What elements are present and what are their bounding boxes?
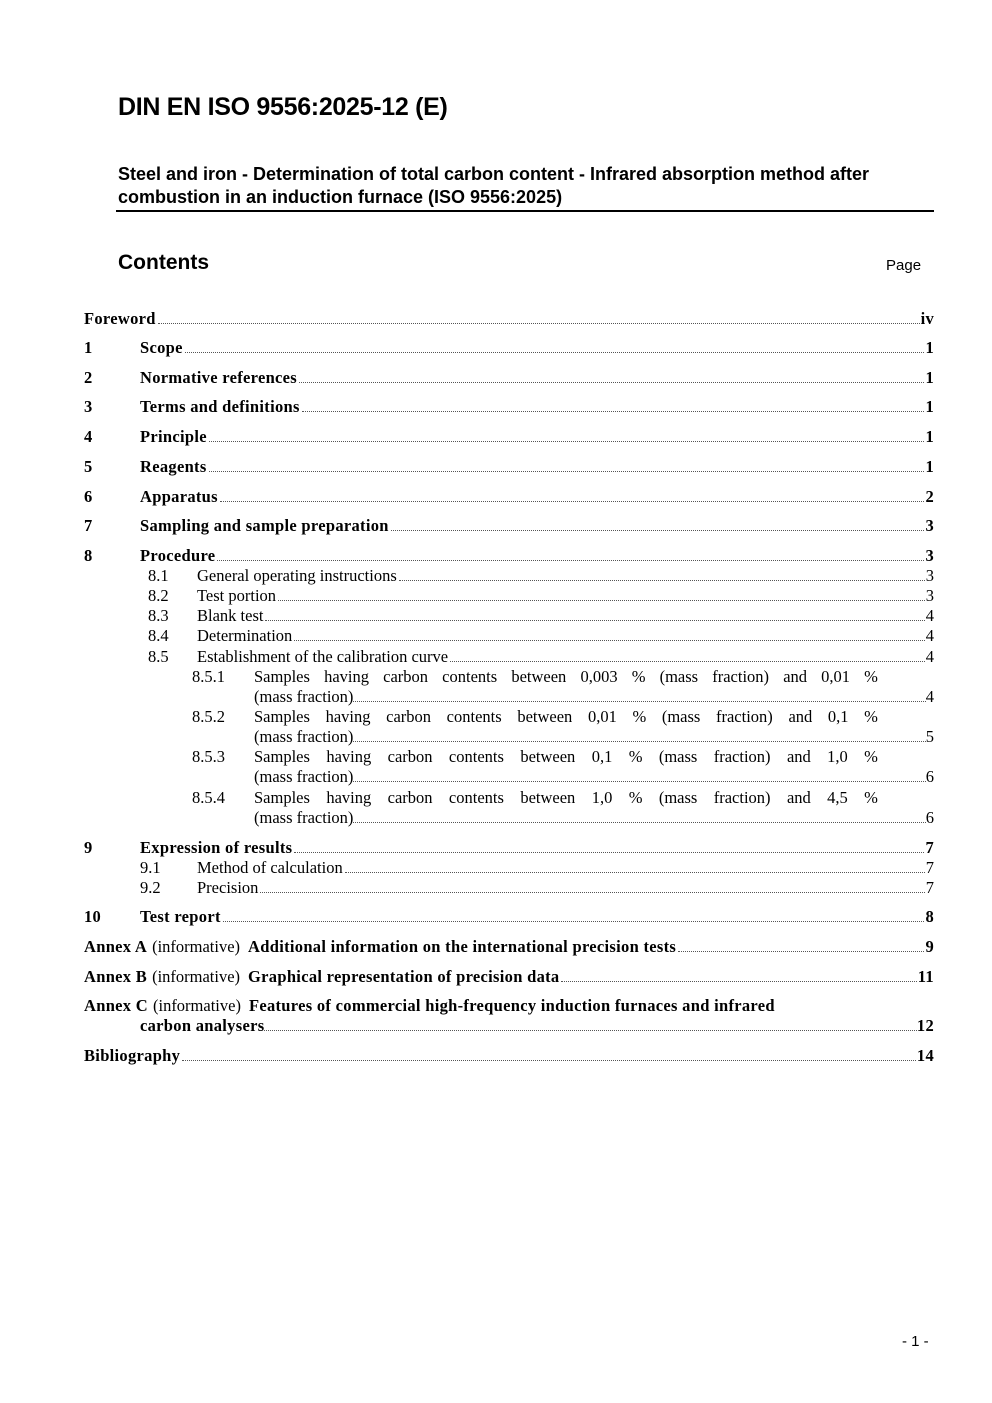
toc-title-cont: (mass fraction) xyxy=(254,808,354,827)
toc-title: Foreword xyxy=(84,309,156,328)
toc-number: 7 xyxy=(84,516,93,535)
word: % xyxy=(864,707,878,726)
word: Samples xyxy=(254,667,310,686)
toc-number: 8.1 xyxy=(148,566,169,585)
toc-page: 12 xyxy=(916,1016,934,1035)
toc-entry-calibration-curve[interactable] xyxy=(84,647,934,667)
word: between xyxy=(520,788,576,807)
annex-label: Annex B xyxy=(84,967,148,986)
dot-leader xyxy=(353,687,925,702)
toc-title: Test report xyxy=(140,907,221,926)
dot-leader xyxy=(345,858,925,873)
word: contents xyxy=(448,747,504,766)
word: having xyxy=(325,707,371,726)
toc-page: 11 xyxy=(917,967,934,986)
toc-entry-test-report[interactable] xyxy=(84,907,934,927)
toc-page: 3 xyxy=(925,566,934,585)
dot-leader xyxy=(209,427,925,442)
toc-title-line xyxy=(84,996,775,1016)
word: % xyxy=(631,667,646,686)
dot-leader xyxy=(561,967,916,982)
word: 0,01 xyxy=(587,707,617,726)
word: 0,01 xyxy=(821,667,851,686)
toc-page: 4 xyxy=(925,647,934,666)
word: 1,0 xyxy=(827,747,848,766)
toc-title: Blank test xyxy=(197,606,264,625)
toc-title: Expression of results xyxy=(140,838,293,857)
word: % xyxy=(864,667,878,686)
toc-page: 1 xyxy=(925,368,934,387)
word: carbon xyxy=(387,747,433,766)
toc-title: Scope xyxy=(140,338,183,357)
toc-title: Additional information on the international precision tests xyxy=(248,937,677,956)
toc-number: 1 xyxy=(84,338,93,357)
toc-title: Establishment of the calibration curve xyxy=(197,647,449,666)
page-column-label: Page xyxy=(886,257,922,274)
word: Samples xyxy=(254,747,310,766)
dot-leader xyxy=(399,566,925,581)
toc-title: Graphical representation of precision data xyxy=(248,967,560,986)
toc-entry-apparatus[interactable] xyxy=(84,487,934,507)
dot-leader xyxy=(678,937,924,952)
toc-title-continuation xyxy=(140,1016,934,1036)
word: contents xyxy=(446,707,502,726)
toc-number: 8.4 xyxy=(148,626,169,645)
toc-page: 1 xyxy=(925,427,934,446)
toc-entry-method-of-calculation[interactable] xyxy=(84,858,934,878)
word: contents xyxy=(448,788,504,807)
word: (mass xyxy=(661,707,701,726)
toc-entry-principle[interactable] xyxy=(84,427,934,447)
toc-title: Reagents xyxy=(140,457,207,476)
toc-title: Features of commercial high-frequency induction furnaces and infrared xyxy=(248,996,775,1015)
toc-title: Test portion xyxy=(197,586,277,605)
title-rule xyxy=(116,210,934,212)
toc-title-cont: (mass fraction) xyxy=(254,687,354,706)
toc-page: 3 xyxy=(925,546,934,565)
toc-page: 3 xyxy=(925,586,934,605)
dot-leader xyxy=(158,309,920,324)
word: between xyxy=(511,667,567,686)
toc-number: 4 xyxy=(84,427,93,446)
word: 0,003 xyxy=(580,667,618,686)
dot-leader xyxy=(220,487,925,502)
toc-entry-expression-of-results[interactable] xyxy=(84,838,934,858)
word: % xyxy=(628,788,643,807)
toc-page: 2 xyxy=(925,487,934,506)
word: % xyxy=(628,747,643,766)
toc-title: Precision xyxy=(197,878,259,897)
toc-title: General operating instructions xyxy=(197,566,397,585)
toc-number: 8.2 xyxy=(148,586,169,605)
toc-number: 8.3 xyxy=(148,606,169,625)
toc-number: 9.1 xyxy=(140,858,161,877)
annex-qualifier: (informative) xyxy=(152,937,241,956)
toc-number: 8.5 xyxy=(148,647,169,666)
toc-title: Sampling and sample preparation xyxy=(140,516,389,535)
standard-id: DIN EN ISO 9556:2025-12 (E) xyxy=(118,93,448,121)
dot-leader xyxy=(265,606,924,621)
word: % xyxy=(864,788,878,807)
toc-entry-normative-references[interactable] xyxy=(84,368,934,388)
dot-leader xyxy=(264,1016,916,1031)
word: % xyxy=(632,707,647,726)
dot-leader xyxy=(353,727,925,742)
dot-leader xyxy=(299,368,924,383)
toc-number: 9 xyxy=(84,838,93,857)
dot-leader xyxy=(450,647,925,662)
toc-page: 1 xyxy=(925,457,934,476)
word: and xyxy=(783,667,808,686)
toc-title: Principle xyxy=(140,427,207,446)
toc-page: 1 xyxy=(925,338,934,357)
toc-entry-annex-b[interactable] xyxy=(84,967,934,987)
toc-title: Apparatus xyxy=(140,487,218,506)
toc-title: Method of calculation xyxy=(197,858,343,877)
toc-entry-foreword[interactable] xyxy=(84,309,934,329)
toc-title-cont: carbon analysers xyxy=(140,1016,265,1035)
toc-entry-terms-definitions[interactable] xyxy=(84,397,934,417)
word: and xyxy=(786,788,811,807)
toc-page: 7 xyxy=(925,858,934,877)
toc-entry-bibliography[interactable] xyxy=(84,1046,934,1066)
word: having xyxy=(326,747,372,766)
toc-number: 8.5.3 xyxy=(192,747,225,766)
dot-leader xyxy=(223,907,925,922)
toc-page: iv xyxy=(920,309,934,328)
toc-entry-test-portion[interactable] xyxy=(84,586,934,606)
toc-number: 8.5.2 xyxy=(192,707,225,726)
word: having xyxy=(326,788,372,807)
toc-page: 5 xyxy=(925,727,934,746)
toc-number: 10 xyxy=(84,907,102,926)
toc-title-cont: (mass fraction) xyxy=(254,767,354,786)
word: (mass xyxy=(659,667,699,686)
word: Samples xyxy=(254,788,310,807)
word: % xyxy=(864,747,878,766)
toc-page: 4 xyxy=(925,687,934,706)
toc-entry-general-operating[interactable] xyxy=(84,566,934,586)
toc-entry-procedure[interactable] xyxy=(84,546,934,566)
toc-title: Bibliography xyxy=(84,1046,181,1065)
toc-title: Procedure xyxy=(140,546,216,565)
word: Samples xyxy=(254,707,310,726)
toc-number: 3 xyxy=(84,397,93,416)
dot-leader xyxy=(182,1046,916,1061)
toc-title-continuation xyxy=(254,727,934,747)
toc-page: 7 xyxy=(925,878,934,897)
toc-entry-blank-test[interactable] xyxy=(84,606,934,626)
page-number: - 1 - xyxy=(902,1333,929,1350)
word: 0,1 xyxy=(827,707,849,726)
toc-title-continuation xyxy=(254,687,934,707)
toc-title: Normative references xyxy=(140,368,298,387)
word: carbon xyxy=(383,667,429,686)
annex-label: Annex A xyxy=(84,937,148,956)
toc-page: 4 xyxy=(925,626,934,645)
word: carbon xyxy=(387,788,433,807)
toc-number: 6 xyxy=(84,487,93,506)
word: fraction) xyxy=(712,667,770,686)
dot-leader xyxy=(353,808,925,823)
toc-entry-reagents[interactable] xyxy=(84,457,934,477)
word: and xyxy=(786,747,811,766)
dot-leader xyxy=(217,546,924,561)
toc-title-continuation xyxy=(254,767,934,787)
dot-leader xyxy=(209,457,925,472)
toc-number: 8 xyxy=(84,546,93,565)
toc-title-line xyxy=(254,788,878,808)
annex-label: Annex C xyxy=(84,996,148,1015)
word: and xyxy=(788,707,813,726)
toc-entry-precision[interactable] xyxy=(84,878,934,898)
dot-leader xyxy=(391,516,925,531)
annex-qualifier: (informative) xyxy=(152,967,241,986)
toc-page: 8 xyxy=(925,907,934,926)
toc-page: 6 xyxy=(925,808,934,827)
word: 0,1 xyxy=(591,747,613,766)
word: fraction) xyxy=(715,707,773,726)
toc-page: 7 xyxy=(925,838,934,857)
dot-leader xyxy=(353,767,925,782)
word: between xyxy=(517,707,573,726)
toc-title-line xyxy=(254,747,878,767)
toc-title-continuation xyxy=(254,808,934,828)
toc-number: 9.2 xyxy=(140,878,161,897)
word: fraction) xyxy=(713,788,771,807)
word: having xyxy=(324,667,369,686)
toc-page: 6 xyxy=(925,767,934,786)
word: 1,0 xyxy=(591,788,613,807)
word: between xyxy=(520,747,576,766)
word: (mass xyxy=(658,747,698,766)
toc-page: 14 xyxy=(916,1046,934,1065)
dot-leader xyxy=(260,878,924,893)
toc-number: 8.5.4 xyxy=(192,788,225,807)
toc-entry-determination[interactable] xyxy=(84,626,934,646)
toc-title: Determination xyxy=(197,626,293,645)
word: contents xyxy=(442,667,498,686)
toc-number: 5 xyxy=(84,457,93,476)
toc-page: 1 xyxy=(925,397,934,416)
annex-qualifier: (informative) xyxy=(152,996,241,1015)
dot-leader xyxy=(294,838,924,853)
toc-title-cont: (mass fraction) xyxy=(254,727,354,746)
toc-entry-sampling[interactable] xyxy=(84,516,934,536)
toc-entry-scope[interactable] xyxy=(84,338,934,358)
contents-title: Contents xyxy=(118,251,209,274)
toc-entry-annex-a[interactable] xyxy=(84,937,934,957)
dot-leader xyxy=(294,626,924,641)
dot-leader xyxy=(185,338,925,353)
toc-title-line xyxy=(254,667,878,687)
word: 4,5 xyxy=(827,788,848,807)
toc-number: 2 xyxy=(84,368,93,387)
dot-leader xyxy=(302,397,925,412)
dot-leader xyxy=(278,586,925,601)
word: (mass xyxy=(658,788,698,807)
toc-number: 8.5.1 xyxy=(192,667,225,686)
toc-page: 9 xyxy=(925,937,934,956)
word: carbon xyxy=(386,707,432,726)
toc-page: 3 xyxy=(925,516,934,535)
toc-page: 4 xyxy=(925,606,934,625)
word: fraction) xyxy=(713,747,771,766)
toc-title: Terms and definitions xyxy=(140,397,300,416)
toc-title-line xyxy=(254,707,878,727)
document-subtitle: Steel and iron - Determination of total carbon content - Infrared absorption method after combustion in an induction furnace (ISO 9556:2025) xyxy=(118,164,870,207)
